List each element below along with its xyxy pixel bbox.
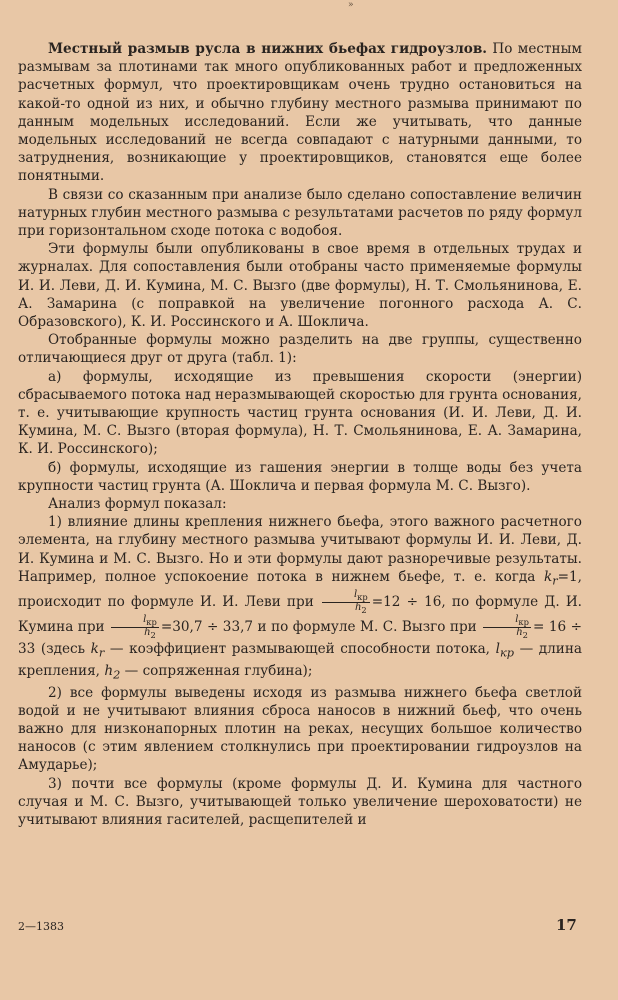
fraction-lkr-h2: $\frac{l_{кр}}{h_2}$ [111, 615, 159, 640]
section-title: Местный размыв русла в нижних бьефах гидроузлов. [48, 41, 488, 57]
p8-part-c: =12 ÷ 16, по формуле Д. И. Кумина при [18, 593, 583, 635]
paragraph-7: Анализ формул показал: [48, 496, 227, 513]
signature-mark: 2—1383 [18, 920, 64, 933]
h2-symbol: $h_2$ [104, 662, 121, 682]
top-mark: » [348, 0, 354, 10]
paragraph-intro [18, 40, 582, 186]
fraction-lkr-h2: $\frac{l_{кр}}{h_2}$ [483, 615, 531, 640]
body-text [18, 40, 582, 829]
lkr-symbol: $l_{кр}$ [495, 640, 514, 660]
page-number: 17 [556, 916, 577, 934]
paragraph-intro-text: По местным размывам за плотинами так много опубликованных работ и предложенных расчетных формул, что проектировщикам очень трудно остановиться на какой-то одной из них, и обычно глубину местного размыва принимают по данным модельных исследований. Если же учитывать, что данные модельных исследований не всегда совпадают с натурными данными, то затруднения, возникающие у проектировщиков, становятся еще более понятными. [18, 41, 582, 185]
p8-part-e: = 16 ÷ 33 [18, 618, 582, 657]
paragraph-10: 3) почти все формулы (кроме формулы Д. И. Кумина для частного случая и М. С. Вызго, учитывающей только увеличение шероховатости) не учитывают влияния гасителей, расщепителей и [18, 775, 582, 829]
paragraph-8 [18, 513, 582, 683]
p8-part-b: =1, происходит по формуле И. И. Леви при [18, 568, 582, 610]
p8-part-g: — коэффициент размывающей способности потока, [109, 640, 491, 657]
p8-part-i: — сопряженная глубина); [124, 662, 313, 679]
paragraph-2: В связи со сказанным при анализе было сделано сопоставление величин натурных глубин местного размыва с результатами расчетов по ряду формул при горизонтальном сходе потока с водобоя. [18, 186, 582, 240]
p8-part-h: — длина крепления, [18, 640, 583, 679]
paragraph-9: 2) все формулы выведены исходя из размыва нижнего бьефа светлой водой и не учитывают влияния сброса наносов в нижний бьеф, что очень важно для низконапорных плотин на реках, несущих большое количество наносов (с этим явлением столкнулись при проектировании гидроузлов на Амударье); [18, 684, 582, 774]
k-symbol: $k_r$ [543, 568, 558, 588]
paragraph-5: а) формулы, исходящие из превышения скорости (энергии) сбрасываемого потока над неразмывающей скоростью для грунта основания, т. е. учитывающие крупность частиц грунта основания (И. И. Леви, Д. И. Кумина, М. С. Вызго (вторая формула), Н. Т. Смольянинова, Е. А. Замарина, К. И. Россинского); [18, 368, 582, 458]
paragraph-6: б) формулы, исходящие из гашения энергии в толще воды без учета крупности частиц грунта (А. Шоклича и первая формула М. С. Вызго). [18, 459, 582, 494]
fraction-lkr-h2: $\frac{l_{кр}}{h_2}$ [322, 590, 370, 615]
k-symbol: $k_r$ [90, 640, 105, 660]
p8-part-f: (здесь [40, 640, 86, 657]
p8-part-a: 1) влияние длины крепления нижнего бьефа, этого важного расчетного элемента, на глубину местного размыва учитывают формулы И. И. Леви, Д. И. Кумина и М. С. Вызго. Но и эти формулы дают разноречивые результаты. Например, полное успокоение потока в нижнем бьефе, т. е. когда [18, 514, 582, 585]
p8-part-d: =30,7 ÷ 33,7 и по формуле М. С. Вызго при [160, 618, 477, 635]
paragraph-3: Эти формулы были опубликованы в свое время в отдельных трудах и журналах. Для сопоставления были отобраны часто применяемые формулы И. И. Леви, Д. И. Кумина, М. С. Вызго (две формулы), Н. Т. Смольянинова, Е. А. Замарина (с поправкой на увеличение погонного расхода А. С. Образовского), К. И. Россинского и А. Шоклича. [18, 241, 582, 331]
paragraph-4: Отобранные формулы можно разделить на две группы, существенно отличающиеся друг от друга (табл. 1): [18, 332, 582, 367]
